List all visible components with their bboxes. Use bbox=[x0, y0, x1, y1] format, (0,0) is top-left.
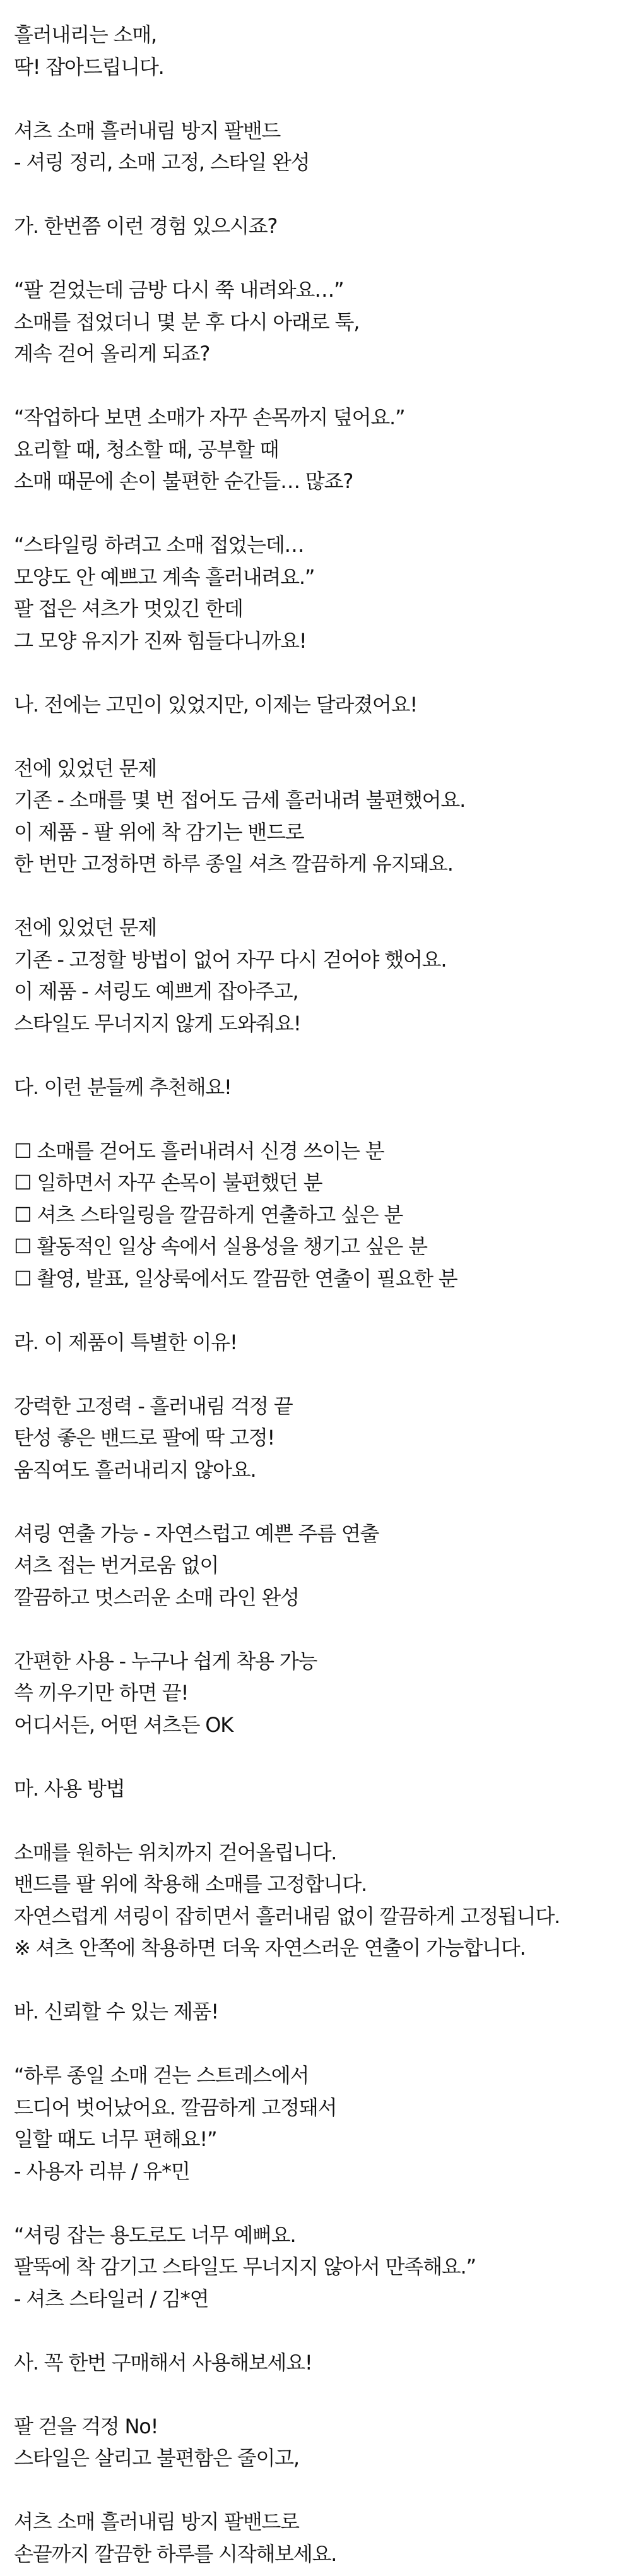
blank-line bbox=[14, 83, 620, 115]
text-line: 손끝까지 깔끔한 하루를 시작해보세요. bbox=[14, 2541, 337, 2566]
blank-line bbox=[14, 179, 620, 211]
blank-line bbox=[14, 2378, 620, 2411]
text-line: - 사용자 리뷰 / 유*민 bbox=[14, 2159, 190, 2183]
text-line: “스타일링 하려고 소매 접었는데… bbox=[14, 533, 304, 557]
blank-line bbox=[14, 1294, 620, 1327]
text-line: 소매를 원하는 위치까지 걷어올립니다. bbox=[14, 1840, 337, 1864]
blank-line bbox=[14, 2315, 620, 2347]
blank-line bbox=[14, 1741, 620, 1773]
blank-line bbox=[14, 1358, 620, 1390]
blank-line bbox=[14, 1486, 620, 1518]
text-line: “셔링 잡는 용도로도 너무 예뻐요. bbox=[14, 2222, 296, 2247]
text-line: 계속 걷어 올리게 되죠? bbox=[14, 342, 210, 366]
text-line: 셔츠 접는 번거로움 없이 bbox=[14, 1553, 219, 1577]
text-line: 일할 때도 너무 편해요!” bbox=[14, 2127, 217, 2151]
text-line: 다. 이런 분들께 추천해요! bbox=[14, 1075, 232, 1099]
text-line: 딱! 잡아드립니다. bbox=[14, 54, 164, 79]
text-line: 스타일은 살리고 불편함은 줄이고, bbox=[14, 2446, 299, 2470]
text-line: ☐ 활동적인 일상 속에서 실용성을 챙기고 싶은 분 bbox=[14, 1234, 427, 1258]
text-line: 밴드를 팔 위에 착용해 소매를 고정합니다. bbox=[14, 1872, 367, 1896]
text-line: ☐ 소매를 걷어도 흘러내려서 신경 쓰이는 분 bbox=[14, 1138, 384, 1163]
text-line: 움직여도 흘러내리지 않아요. bbox=[14, 1457, 256, 1482]
text-line: ※ 셔츠 안쪽에 착용하면 더욱 자연스러운 연출이 가능합니다. bbox=[14, 1936, 526, 1960]
blank-line bbox=[14, 2474, 620, 2507]
text-line: 이 제품 - 셔링도 예쁘게 잡아주고, bbox=[14, 979, 298, 1003]
text-line: 자연스럽게 셔링이 잡히면서 흘러내림 없이 깔끔하게 고정됩니다. bbox=[14, 1904, 560, 1928]
text-line: 셔츠 소매 흘러내림 방지 팔밴드로 bbox=[14, 2510, 299, 2534]
text-line: 강력한 고정력 - 흘러내림 걱정 끝 bbox=[14, 1393, 293, 1418]
blank-line bbox=[14, 880, 620, 912]
text-line: 셔츠 소매 흘러내림 방지 팔밴드 bbox=[14, 118, 281, 143]
text-line: “팔 걷었는데 금방 다시 쭉 내려와요…” bbox=[14, 278, 344, 302]
text-line: “하루 종일 소매 걷는 스트레스에서 bbox=[14, 2063, 309, 2087]
text-line: 팔뚝에 착 감기고 스타일도 무너지지 않아서 만족해요.” bbox=[14, 2255, 476, 2279]
text-line: 나. 전에는 고민이 있었지만, 이제는 달라졌어요! bbox=[14, 692, 417, 717]
text-line: 전에 있었던 문제 bbox=[14, 756, 156, 780]
text-line: ☐ 일하면서 자꾸 손목이 불편했던 분 bbox=[14, 1171, 322, 1195]
text-line: 요리할 때, 청소할 때, 공부할 때 bbox=[14, 437, 279, 462]
text-line: 탄성 좋은 밴드로 팔에 딱 고정! bbox=[14, 1426, 275, 1450]
text-line: 기존 - 소매를 몇 번 접어도 금세 흘러내려 불편했어요. bbox=[14, 788, 466, 812]
blank-line bbox=[14, 1103, 620, 1135]
blank-line bbox=[14, 1964, 620, 1996]
text-line: 셔링 연출 가능 - 자연스럽고 예쁜 주름 연출 bbox=[14, 1521, 379, 1546]
text-line: 가. 한번쯤 이런 경험 있으시죠? bbox=[14, 214, 278, 238]
text-line: 드디어 벗어났어요. 깔끔하게 고정돼서 bbox=[14, 2095, 337, 2120]
blank-line bbox=[14, 720, 620, 753]
text-line: 간편한 사용 - 누구나 쉽게 착용 가능 bbox=[14, 1649, 317, 1673]
text-line: 전에 있었던 문제 bbox=[14, 915, 156, 939]
blank-line bbox=[14, 2028, 620, 2060]
text-line: 바. 신뢰할 수 있는 제품! bbox=[14, 2000, 218, 2024]
document-body bbox=[14, 19, 620, 2570]
blank-line bbox=[14, 2187, 620, 2219]
text-line: ☐ 셔츠 스타일링을 깔끔하게 연출하고 싶은 분 bbox=[14, 1202, 403, 1227]
text-line: - 셔링 정리, 소매 고정, 스타일 완성 bbox=[14, 150, 310, 174]
blank-line bbox=[14, 657, 620, 689]
blank-line bbox=[14, 1039, 620, 1071]
text-line: 그 모양 유지가 진짜 힘들다니까요! bbox=[14, 628, 307, 653]
text-line: 스타일도 무너지지 않게 도와줘요! bbox=[14, 1011, 301, 1035]
text-line: “작업하다 보면 소매가 자꾸 손목까지 덮어요.” bbox=[14, 405, 405, 429]
text-line: - 셔츠 스타일러 / 김*연 bbox=[14, 2286, 209, 2311]
blank-line bbox=[14, 1804, 620, 1837]
text-line: 쓱 끼우기만 하면 끝! bbox=[14, 1681, 189, 1705]
text-line: 팔 걷을 걱정 No! bbox=[14, 2414, 158, 2438]
text-line: 라. 이 제품이 특별한 이유! bbox=[14, 1330, 237, 1354]
text-line: 모양도 안 예쁘고 계속 흘러내려요.” bbox=[14, 564, 315, 589]
text-line: 기존 - 고정할 방법이 없어 자꾸 다시 걷어야 했어요. bbox=[14, 947, 447, 972]
text-line: 어디서든, 어떤 셔츠든 OK bbox=[14, 1712, 233, 1737]
text-line: 팔 접은 셔츠가 멋있긴 한데 bbox=[14, 597, 243, 621]
blank-line bbox=[14, 1613, 620, 1645]
text-line: ☐ 촬영, 발표, 일상룩에서도 깔끔한 연출이 필요한 분 bbox=[14, 1266, 457, 1291]
blank-line bbox=[14, 498, 620, 530]
text-line: 깔끔하고 멋스러운 소매 라인 완성 bbox=[14, 1585, 299, 1609]
text-line: 한 번만 고정하면 하루 종일 셔츠 깔끔하게 유지돼요. bbox=[14, 852, 453, 876]
text-line: 이 제품 - 팔 위에 착 감기는 밴드로 bbox=[14, 820, 304, 844]
text-line: 마. 사용 방법 bbox=[14, 1776, 125, 1801]
blank-line bbox=[14, 242, 620, 275]
text-line: 소매 때문에 손이 불편한 순간들… 많죠? bbox=[14, 469, 353, 493]
text-line: 흘러내리는 소매, bbox=[14, 23, 156, 47]
blank-line bbox=[14, 370, 620, 402]
text-line: 소매를 접었더니 몇 분 후 다시 아래로 툭, bbox=[14, 309, 360, 334]
text-line: 사. 꼭 한번 구매해서 사용해보세요! bbox=[14, 2350, 312, 2375]
